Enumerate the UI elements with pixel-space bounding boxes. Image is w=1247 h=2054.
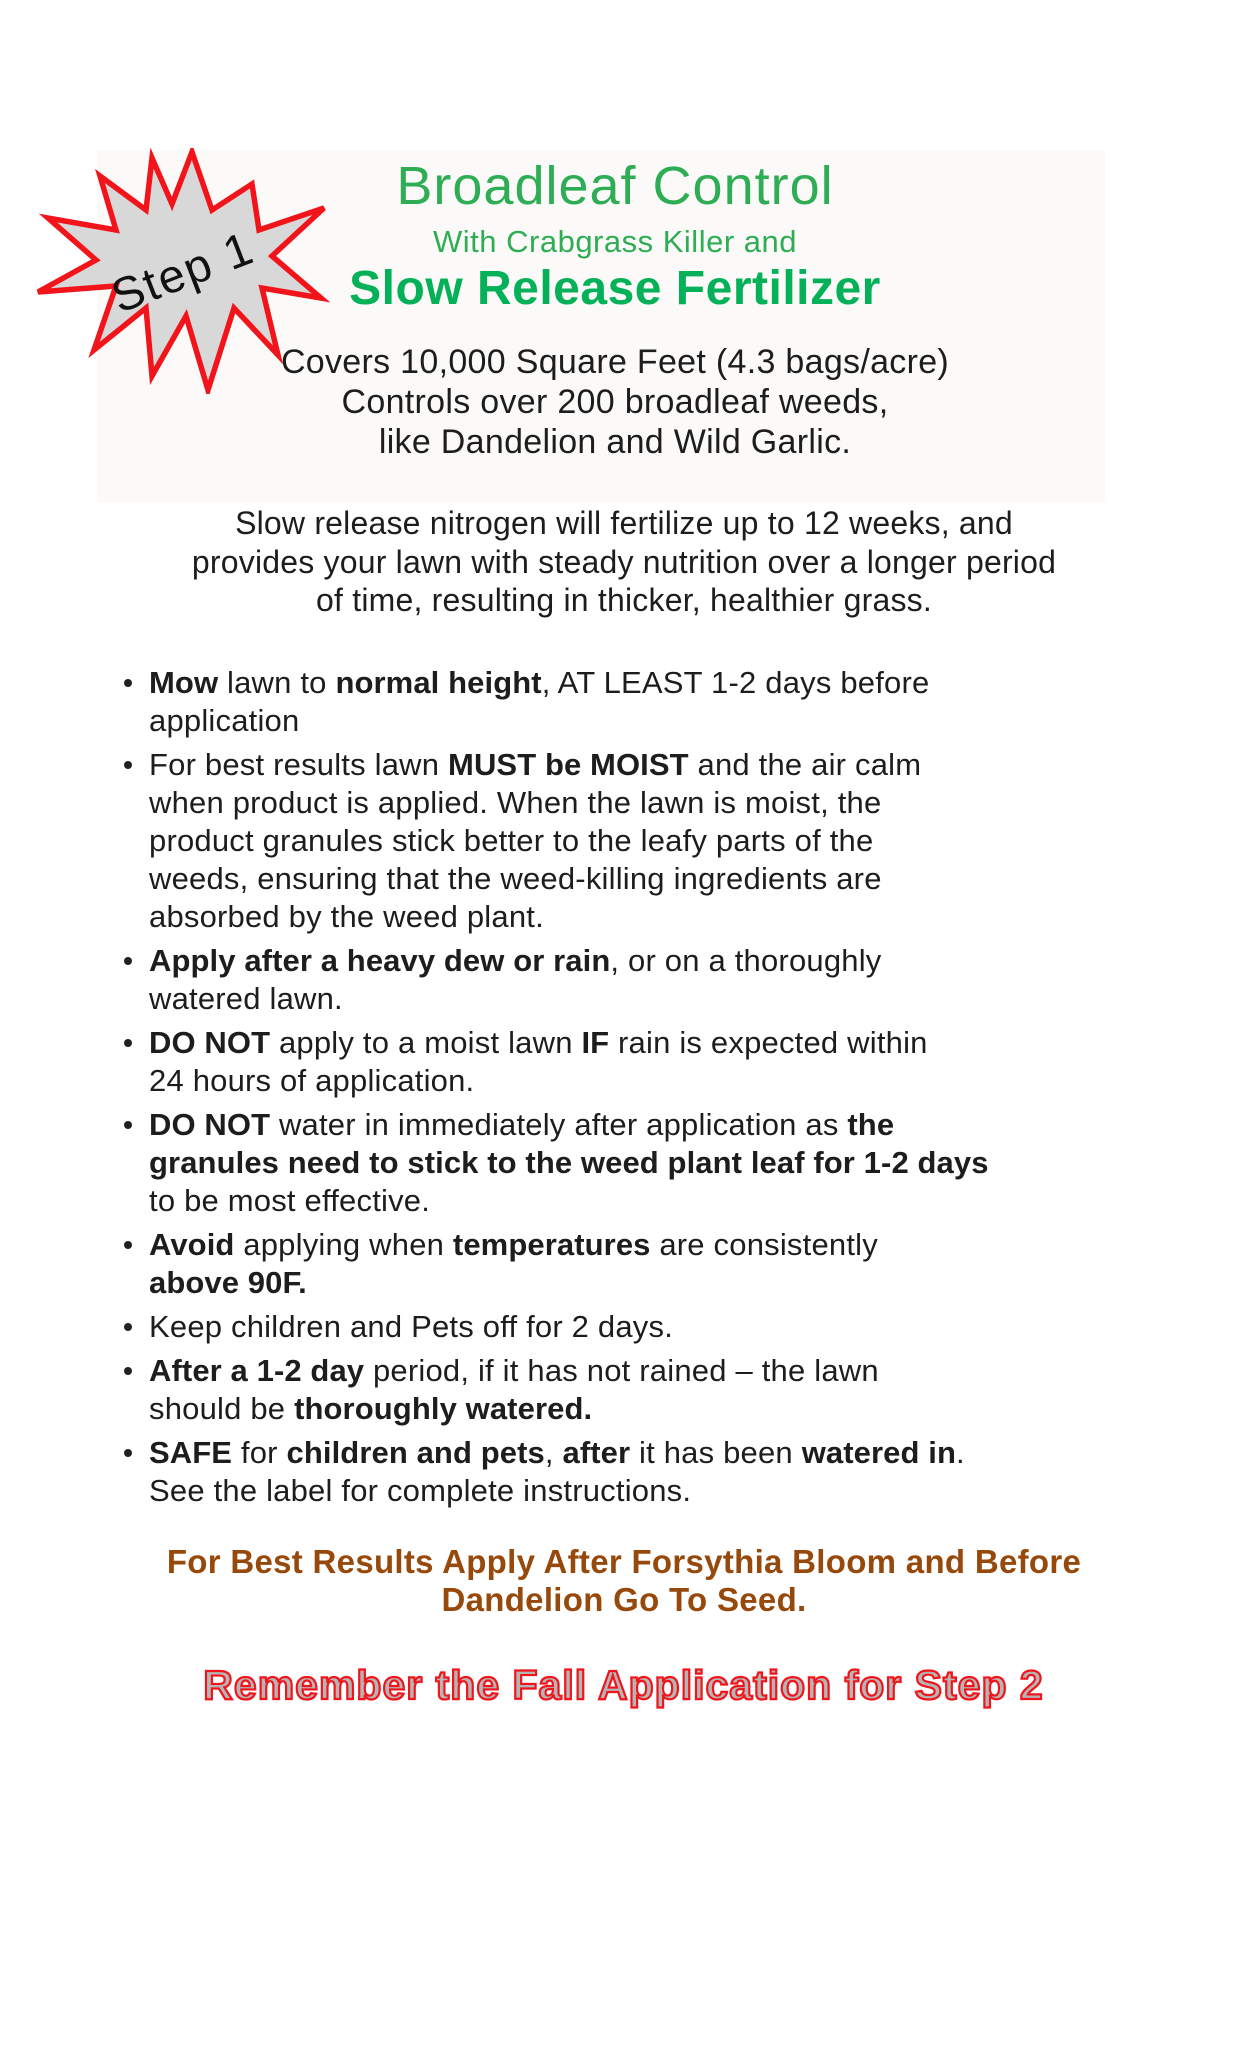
text-line: Covers 10,000 Square Feet (4.3 bags/acre) xyxy=(280,343,950,381)
text-line: product granules stick better to the leafy parts of the xyxy=(149,823,874,858)
coverage-info xyxy=(160,342,1070,462)
text-line: For Best Results Apply After Forsythia Bloom and Before xyxy=(166,1543,1082,1580)
text-line: above 90F. xyxy=(149,1265,307,1300)
list-item xyxy=(122,942,1142,1018)
text-line: provides your lawn with steady nutrition over a longer period xyxy=(191,543,1057,580)
text-line: of time, resulting in thicker, healthier grass. xyxy=(316,582,932,618)
intro-paragraph xyxy=(94,504,1154,620)
text-line: to be most effective. xyxy=(149,1183,431,1218)
best-results-note xyxy=(94,1543,1154,1619)
text-line: Keep children and Pets off for 2 days. xyxy=(149,1309,674,1344)
text-line: See the label for complete instructions. xyxy=(149,1473,692,1508)
text-line: After a 1-2 day period, if it has not rained – the lawn xyxy=(149,1353,879,1388)
text-line: DO NOT apply to a moist lawn IF rain is expected within xyxy=(149,1025,928,1060)
list-item xyxy=(122,1024,1142,1100)
text-line: watered lawn. xyxy=(149,981,343,1016)
text-line: Mow lawn to normal height, AT LEAST 1-2 days before xyxy=(149,665,930,700)
text-line: Apply after a heavy dew or rain, or on a thoroughly xyxy=(149,943,882,978)
text-line: Dandelion Go To Seed. xyxy=(441,1581,807,1618)
fall-application-reminder: Remember the Fall Application for Step 2 xyxy=(203,1662,1044,1708)
list-item xyxy=(122,664,1142,740)
text-line: should be thoroughly watered. xyxy=(149,1391,593,1426)
product-name: Slow Release Fertilizer xyxy=(349,262,881,315)
text-line: absorbed by the weed plant. xyxy=(149,899,544,934)
text-line: when product is applied. When the lawn is moist, the xyxy=(149,785,882,820)
list-item xyxy=(122,1226,1142,1302)
text-line: granules need to stick to the weed plant leaf for 1-2 days xyxy=(149,1145,989,1180)
list-item xyxy=(122,746,1142,936)
text-line: Avoid applying when temperatures are consistently xyxy=(149,1227,878,1262)
header xyxy=(160,156,1070,462)
instruction-list xyxy=(122,664,1142,1516)
list-item xyxy=(122,1106,1142,1220)
list-item xyxy=(122,1352,1142,1428)
text-line: like Dandelion and Wild Garlic. xyxy=(378,423,852,461)
page-subtitle: With Crabgrass Killer and xyxy=(433,224,797,259)
text-line: application xyxy=(149,703,300,738)
text-line: Controls over 200 broadleaf weeds, xyxy=(341,383,889,421)
text-line: Slow release nitrogen will fertilize up to 12 weeks, and xyxy=(235,505,1013,541)
text-line: weeds, ensuring that the weed-killing ingredients are xyxy=(149,861,882,896)
text-line: SAFE for children and pets, after it has been watered in. xyxy=(149,1435,965,1470)
text-line: For best results lawn MUST be MOIST and the air calm xyxy=(149,747,922,782)
list-item xyxy=(122,1434,1142,1510)
text-line: 24 hours of application. xyxy=(149,1063,475,1098)
step-badge-label: Step 1 xyxy=(103,220,261,323)
list-item xyxy=(122,1308,1142,1346)
text-line: DO NOT water in immediately after application as the xyxy=(149,1107,895,1142)
page-title: Broadleaf Control xyxy=(396,156,834,216)
